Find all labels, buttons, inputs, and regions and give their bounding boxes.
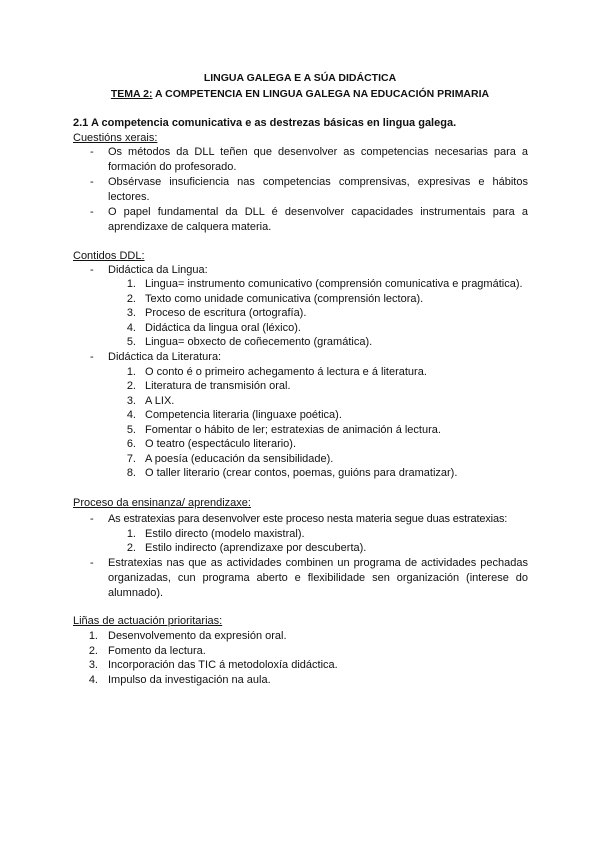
topic-heading [0,88,600,100]
topic-title: A COMPETENCIA EN LINGUA GALEGA NA EDUCACIÓN PRIMARIA [152,88,490,100]
list-number: 5. [126,424,136,436]
topic-label: TEMA 2: [110,88,153,100]
list-item: O conto é o primeiro achegamento á lectura e á literatura. [145,366,427,378]
list-item: Literatura de transmisión oral. [145,380,291,392]
bullet-dash: - [90,513,94,525]
list-number: 4. [88,674,98,686]
list-number: 8. [126,467,136,479]
list-item: Didáctica da lingua oral (léxico). [145,322,301,334]
list-number: 2. [126,380,136,392]
list-number: 7. [126,453,136,465]
list-number: 2. [88,645,98,657]
literature-didactics-label: Didáctica da Literatura: [108,351,222,363]
bullet-dash: - [90,264,94,276]
process-bullet-1: As estratexias para desenvolver este proceso nesta materia segue duas estratexias: [108,513,508,525]
language-didactics-label: Didáctica da Lingua: [108,264,208,276]
list-item: Estilo indirecto (aprendizaxe por descuberta). [145,542,367,554]
process-heading: Proceso da ensinanza/ aprendizaxe: [73,497,251,509]
list-number: 2. [126,293,136,305]
general-bullet-2: Obsérvase insuficiencia nas competencias comprensivas, expresivas e hábitos lectores. [108,176,528,203]
list-item: Fomento da lectura. [108,645,206,657]
bullet-dash: - [90,351,94,363]
list-number: 6. [126,438,136,450]
list-item: Incorporación das TIC á metodoloxía didáctica. [108,659,338,671]
general-questions-heading: Cuestións xerais: [73,132,158,144]
process-bullet-2: Estratexias nas que as actividades combinen un programa de actividades pechadas organizadas, cun programa aberto e flexibilidade sen organización (interese do alumnado). [108,557,528,599]
list-item: Lingua= obxecto de coñecemento (gramática). [145,336,373,348]
list-item: A LIX. [145,395,175,407]
list-item: Competencia literaria (linguaxe poética). [145,409,342,421]
list-item: Fomentar o hábito de ler; estratexias de animación á lectura. [145,424,441,436]
list-item: Proceso de escritura (ortografía). [145,307,307,319]
list-number: 3. [126,395,136,407]
list-item: Texto como unidade comunicativa (comprensión lectora). [145,293,424,305]
list-item: Estilo directo (modelo maxistral). [145,528,305,540]
list-number: 1. [126,528,136,540]
list-number: 3. [88,659,98,671]
bullet-dash: - [90,206,94,218]
contents-heading: Contidos DDL: [73,250,145,262]
list-number: 4. [126,409,136,421]
general-bullet-1: Os métodos da DLL teñen que desenvolver as competencias necesarias para a formación do profesorado. [108,146,528,173]
bullet-dash: - [90,146,94,158]
section-heading: 2.1 A competencia comunicativa e as destrezas básicas en lingua galega. [73,117,457,129]
priorities-heading: Liñas de actuación prioritarias: [73,615,223,627]
list-item: Desenvolvemento da expresión oral. [108,630,287,642]
list-item: A poesía (educación da sensibilidade). [145,453,334,465]
list-number: 4. [126,322,136,334]
list-item: O taller literario (crear contos, poemas, guións para dramatizar). [145,467,458,479]
list-number: 5. [126,336,136,348]
list-item: Lingua= instrumento comunicativo (comprensión comunicativa e pragmática). [145,278,523,290]
list-number: 1. [126,366,136,378]
document-title: LINGUA GALEGA E A SÚA DIDÁCTICA [203,72,397,84]
bullet-dash: - [90,176,94,188]
list-number: 2. [126,542,136,554]
general-bullet-3: O papel fundamental da DLL é desenvolver capacidades instrumentais para a aprendizaxe de calquera materia. [108,206,528,233]
list-item: O teatro (espectáculo literario). [145,438,297,450]
list-number: 1. [88,630,98,642]
list-number: 1. [126,278,136,290]
bullet-dash: - [90,557,94,569]
list-item: Impulso da investigación na aula. [108,674,271,686]
list-number: 3. [126,307,136,319]
